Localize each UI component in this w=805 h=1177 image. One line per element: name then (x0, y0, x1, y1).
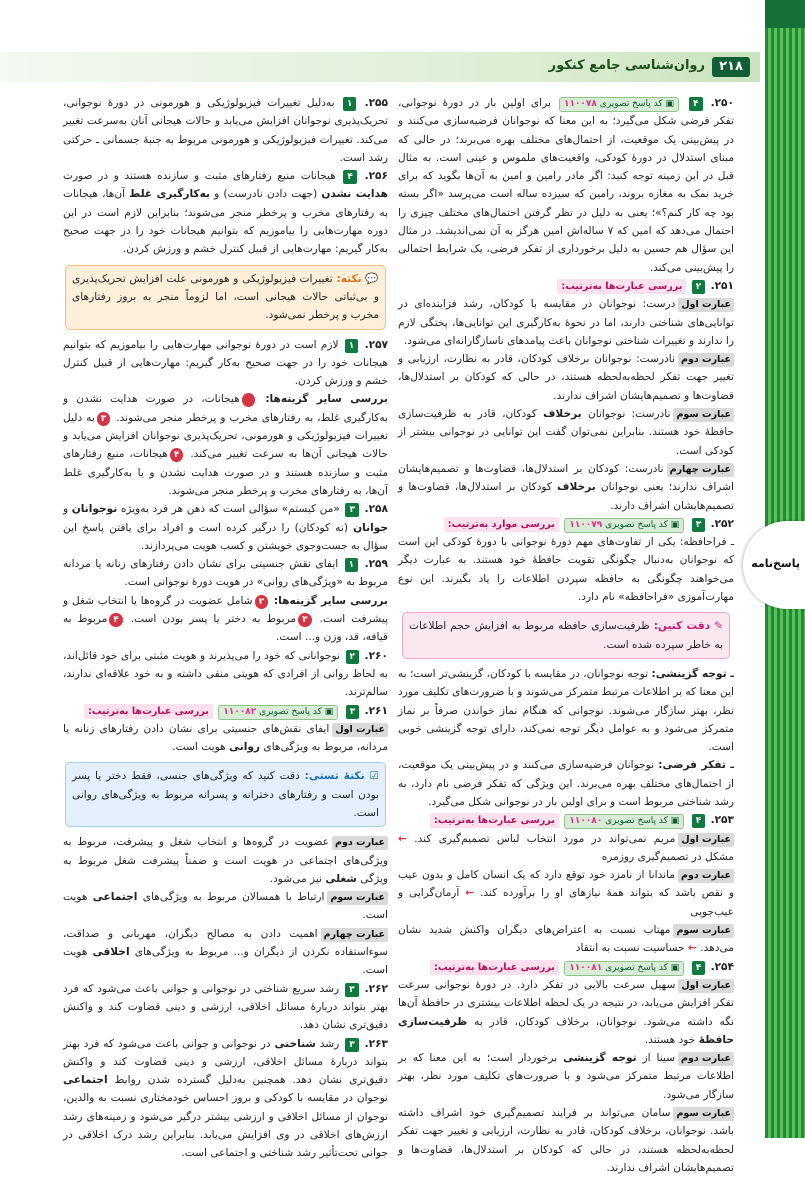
arrow-icon: ← (398, 832, 407, 845)
answer-253: ۲۵۳. ۴ ▣ کد پاسخ تصویری ۱۱۰۰۸۰ بررسی عبارت‌ها به‌ترتیب: (398, 811, 734, 829)
hint-note: 💬 نکته: تغییرات فیزیولوژیکی و هورمونی علت افزایش تحریک‌پذیری و بی‌ثباتی حالات هیجانی است، اما لزوماً منجر به بروز رفتارهای مخرب و پرخطر نمی‌شود. (65, 265, 386, 330)
camera-icon: ▣ (670, 519, 680, 530)
answer-256: ۲۵۶. ۴ هیجانات منبع رفتارهای مثبت و سازنده هستند و در صورت هدایت نشدن (جهت دادن نادرست) و به‌کارگیری غلط آن‌ها، هیجانات به رفتارهای مخرب و پرخطر منجر می‌شوند؛ بنابراین لازم است در این دوره مهارت‌هایی را بیاموزیم که بتوانیم هیجانات خود را در جهت صحیح به‌کار گیریم: مهارت‌هایی از قبیل کنترل خشم و ورزش کردن. (63, 170, 388, 256)
visual-answer-code[interactable]: ▣ کد پاسخ تصویری ۱۱۰۰۷۸ (559, 97, 679, 112)
camera-icon: ▣ (670, 816, 680, 827)
answer-257: ۲۵۷. ۱ لازم است در دورهٔ نوجوانی مهارت‌هایی را بیاموزیم که بتوانیم هیجانات خود را در جهت صحیح به‌کار گیریم: مهارت‌هایی از قبیل کنترل خشم و ورزش کردن. (63, 338, 389, 388)
careful-note: ✎ دقت کنین: ظرفیت‌سازی حافظه مربوط به افزایش حجم اطلاعات به خاطر سپرده شده است. (402, 612, 730, 659)
speech-bubble-icon: 💬 (365, 272, 379, 285)
visual-answer-code[interactable]: ▣ کد پاسخ تصویری ۱۱۰۰۸۱ (564, 961, 684, 976)
page-number: ۲۱۸ (712, 57, 750, 77)
answer-251: ۲۵۱. ۲ بررسی عبارت‌ها به‌ترتیب: (398, 277, 734, 295)
right-column (398, 94, 734, 1177)
answer-252-b: ـ توجه گزینشی: توجه نوجوانان، در مقایسه با کودکان، گزینشی‌تر است؛ به این معنا که بر اطلاعات مرتبط متمرکز می‌شوند و با ضرورت‌های تکلیف مورد نظر، بهتر سازگار می‌شوند. نوجوانی که هنگام نماز خواندن صرفاً بر نماز متمرکز می‌شود و به عوامل دیگر توجه نمی‌کند، دارای توجه گزینشی خوبی است. (397, 667, 734, 754)
answer-252-a: ـ فراحافظه: یکی از تفاوت‌های مهم دورهٔ نوجوانی با دورهٔ کودکی این است که نوجوانان به‌دنبال چگونگی تقویت حافظهٔ خود هستند. به عبارت دیگر می‌خواهند چگونگی به حافظه سپردن اطلاعات را یاد بگیرند. این نوع مهارت‌آموزی «فراحافظه» نام دارد. (398, 536, 734, 604)
answer-254-s3: عبارت سومسامان می‌تواند بر فرایند تصمیم‌گیری خود اشراف داشته باشد. نوجوانان، برخلاف کودکان، قادر به نظارت، ارزیابی و تغییر جهت تفکر لحظه‌به‌لحظه هستند، در حالی که کودکان بر استدلال‌ها، قضاوت‌ها و تصمیم‌هایشان اشراف ندارند. (398, 1107, 734, 1174)
answer-260: ۲۶۰. ۲ نوجوانانی که خود را می‌پذیرند و هویت مثبتی برای خود قائل‌اند، به لحاظ روانی از افرادی که هویتی منفی داشته و به خود علاقه‌ای ندارند، سالم‌ترند. (63, 649, 388, 699)
answer-263: ۲۶۳. ۳ رشد شناختی در نوجوانی و جوانی باعث می‌شود که فرد بهتر بتواند دربارهٔ مسائل اخلاقی، ارزشی و دینی قضاوت کند و واکنش دقیق‌تری نشان دهد. همچنین به‌دلیل گسترده شدن روابط اجتماعی نوجوان در مقایسه با کودکی و بروز احساس خودمختاری نسبت به والدین، نوجوان از مسائل اخلاقی و ارزشی بیشتر درگیر می‌شود و زمینه‌های رشد ارزش‌های اخلاقی در وی افزایش می‌یابد. بنابراین رشد درک اخلاقی در جوانی تحت‌تأثیر رشد شناختی و اجتماعی است. (63, 1037, 389, 1160)
arrow-icon: ← (465, 887, 475, 900)
test-hint-note: ☑ نکتهٔ تستی: دقت کنید که ویژگی‌های جنسی، فقط دختر یا پسر بودن است و رفتارهای دخترانه و پسرانه مربوط به ویژگی‌های روانی است. (65, 762, 386, 827)
answer-option-badge: ۴ (689, 97, 703, 111)
answer-254-s2: عبارت دومسینا از توجه گزینشی برخوردار است؛ به این معنا که بر اطلاعات مرتبط متمرکز می‌شود و با ضرورت‌های تکلیف مورد نظر، بهتر سازگار می‌شود. (398, 1052, 734, 1101)
answer-257-others: بررسی سایر گزینه‌ها: ۲هیجانات، در صورت هدایت نشدن و به‌کارگیری غلط، به رفتارهای مخرب و پرخطر منجر می‌شوند. ۳به دلیل تغییرات فیزیولوژیکی و هورمونی، تحریک‌پذیری نوجوانان افزایش می‌یابد و حالات هیجانی آن‌ها به سرعت تغییر می‌کند. ۴هیجانات، منبع رفتارهای مثبت و سازنده هستند و در صورت هدایت نشدن و یا به‌کارگیری غلط آن‌ها، به رفتارهای مخرب و پرخطر منجر می‌شوند. (63, 393, 388, 497)
answer-252: ۲۵۲. ۳ ▣ کد پاسخ تصویری ۱۱۰۰۷۹ بررسی موارد به‌ترتیب: (398, 515, 734, 533)
answer-253-s3: عبارت سوممهتاب نسبت به اعتراض‌های دیگران واکنش شدید نشان می‌دهد. ← حساسیت نسبت به انتقاد (398, 924, 734, 955)
check-icon: ☑ (369, 770, 380, 783)
answer-251-s4: عبارت چهارمنادرست: کودکان بر استدلال‌ها، قضاوت‌ها و تصمیم‌هایشان اشراف ندارند؛ یعنی نوجوانان برخلاف کودکان بر استدلال‌ها، قضاوت‌ها و تصمیم‌هایشان اشراف دارند. (398, 462, 734, 512)
answer-258: ۲۵۸. ۳ «من کیستم» سؤالی است که ذهن هر فرد به‌ویژه نوجوانان و جوانان (نه کودکان) را درگیر کرده است و افراد برای یافتن پاسخ این سؤال به جست‌وجوی خویشتن و کسب هویت می‌پردازند. (63, 503, 388, 552)
answer-261-s1: عبارت اولایفای نقش‌های جنسیتی برای نشان دادن رفتارهای زنانه یا مردانه، مربوط به ویژگی‌های روانی هویت است. (63, 722, 388, 754)
answer-254: ۲۵۴. ۴ ▣ کد پاسخ تصویری ۱۱۰۰۸۱ بررسی عبارت‌ها به‌ترتیب: (398, 958, 734, 976)
answer-252-c: ـ تفکر فرضی: نوجوانان فرضیه‌سازی می‌کنند و در پیش‌بینی یک موقعیت، از احتمال‌های مختلف بهره می‌برند. این ویژگی که تفکر فرضی نام دارد، به رشد شناختی مربوط است و برای اولین بار در نوجوانی شکل می‌گیرد. (398, 759, 734, 808)
arrow-icon: ← (687, 942, 697, 955)
answer-261-s2: عبارت دومعضویت در گروه‌ها و انتخاب شغل و پیشرفت، مربوط به ویژگی‌های اجتماعی در هویت است و ضمناً پیشرفت شغل مربوط به ویژگی شغلی نیز می‌شود. (63, 836, 388, 885)
book-title: روان‌شناسی جامع کنکور (548, 58, 705, 73)
camera-icon: ▣ (665, 99, 674, 109)
answer-251-s3: عبارت سومنادرست: نوجوانان برخلاف کودکان، قادر به ظرفیت‌سازی حافظهٔ خود هستند. بنابراین نمی‌توان گفت این توانایی در نوجوانی بیشتر از کودکی است. (398, 408, 734, 457)
visual-answer-code[interactable]: ▣ کد پاسخ تصویری ۱۱۰۰۷۹ (564, 518, 684, 533)
answer-253-s2: عبارت دومماندانا از نامزد خود توقع دارد که یک انسان کامل و بدون عیب و نقص باشد که بتواند همهٔ نیازهای او را برآورده کند. ← آرمان‌گرایی و عیب‌جویی (398, 869, 734, 918)
camera-icon: ▣ (324, 706, 334, 717)
left-column (63, 94, 388, 1163)
answer-261: ۲۶۱. ۳ ▣ کد پاسخ تصویری ۱۱۰۰۸۲ بررسی عبارت‌ها به‌ترتیب: (63, 702, 388, 720)
answer-253-s1: عبارت اولمریم نمی‌تواند در مورد انتخاب لباس تصمیم‌گیری کند. ← مشکل در تصمیم‌گیری روزمره (398, 832, 734, 863)
answer-259-others: بررسی سایر گزینه‌ها: ۲شامل عضویت در گروه‌ها یا انتخاب شغل و پیشرفت است. ۳مربوط به دختر یا پسر بودن است. ۴مربوط به قیافه، قد، وزن و... است. (63, 594, 388, 644)
section-tab-label: پاسخ‌نامه (751, 557, 800, 570)
answer-255: ۲۵۵. ۱ به‌دلیل تغییرات فیزیولوژیکی و هورمونی در دورهٔ نوجوانی، تحریک‌پذیری نوجوانان افزایش می‌یابد و حالات هیجانی آنان به‌سرعت تغییر می‌کند. تغییرات فیزیولوژیکی و هورمونی مربوط به جنبهٔ جسمانی ـ حرکتی رشد است. (63, 97, 388, 164)
answer-261-s3: عبارت سومارتباط با همسالان مربوط به ویژگی‌های اجتماعی هویت است. (63, 891, 388, 922)
answer-254-s1: عبارت اولسهیل سرعت بالایی در تفکر دارد. در دورهٔ نوجوانی سرعت تفکر افزایش می‌یابد، در نتیجه در یک لحظه اطلاعات بیشتری در حافظهٔ آن‌ها نگه داشته می‌شود. نوجوانان، برخلاف کودکان، قادر به ظرفیت‌سازی حافظهٔ خود هستند. (398, 978, 734, 1046)
answer-251-s1: عبارت اولدرست: نوجوانان در مقایسه با کودکان، رشد فزاینده‌ای در توانایی‌های شناختی دارند، اما در نحوهٔ به‌کارگیری این توانایی‌ها، پختگی لازم را ندارند و تغییرات شناختی نوجوانان باعث پیامدهای ناسازگارانه‌ای می‌شود. (398, 298, 734, 347)
decorative-strip-top (765, 0, 805, 28)
visual-answer-code[interactable]: ▣ کد پاسخ تصویری ۱۱۰۰۸۰ (564, 814, 684, 829)
answer-261-s4: عبارت چهارماهمیت دادن به مصالح دیگران، مهربانی و صداقت، سوءاستفاده نکردن از دیگران و... مربوط به ویژگی‌های اخلاقی هویت است. (63, 927, 388, 977)
answer-262: ۲۶۲. ۳ رشد سریع شناختی در نوجوانی و جوانی باعث می‌شود که فرد بهتر بتواند دربارهٔ مسائل اخلاقی، ارزشی و دینی قضاوت کند و واکنش دقیق‌تری نشان دهد. (63, 982, 389, 1032)
camera-icon: ▣ (670, 962, 680, 973)
visual-answer-code[interactable]: ▣ کد پاسخ تصویری ۱۱۰۰۸۲ (218, 705, 338, 720)
answer-259: ۲۵۹. ۱ ایفای نقش جنسیتی برای نشان دادن رفتارهای زنانه یا مردانه مربوط به «ویژگی‌های روانی» در هویت دورهٔ نوجوانی است. (63, 558, 388, 589)
speech-bubble-icon: ✎ (714, 620, 723, 633)
answer-251-s2: عبارت دومنادرست: نوجوانان برخلاف کودکان، قادر به نظارت، ارزیابی و تغییر جهت تفکر لحظه‌به‌لحظه هستند، در حالی که کودکان بر استدلال‌ها، قضاوت‌ها و تصمیم‌هایشان اشراف ندارند. (398, 353, 734, 402)
answer-250: ۲۵۰. ۴ ▣ کد پاسخ تصویری ۱۱۰۰۷۸ برای اولین بار در دورهٔ نوجوانی، تفکر فرضی شکل می‌گیرد؛ به این معنا که نوجوانان فرضیه‌سازی می‌کنند و در پیش‌بینی یک موقعیت، از احتمال‌های مختلف بهره می‌برند؛ در حالی که مبنای استدلال در دورهٔ کودکی، واقعیت‌های ملموس و عینی است. به مثال قبل در این زمینه توجه کنید: اگر مادر رامین و امین به آن‌ها بگوید که برای خرید نمک به مغازه بروند، رامین که سیزده ساله است می‌پرسد «اگر بسته بود چه کار کنم؟»؛ یعنی به دلیل در نظر گرفتن احتمال‌های مختلف چیزی را احتمال می‌دهد که امین که ۷ ساله‌اش امین هرگز به آن نمی‌اندیشد. در مثال این سؤال هم حسین به دلیل برخورداری از تفکر فرضی، یک شرایط احتمالی را پیش‌بینی می‌کند. (398, 97, 734, 274)
